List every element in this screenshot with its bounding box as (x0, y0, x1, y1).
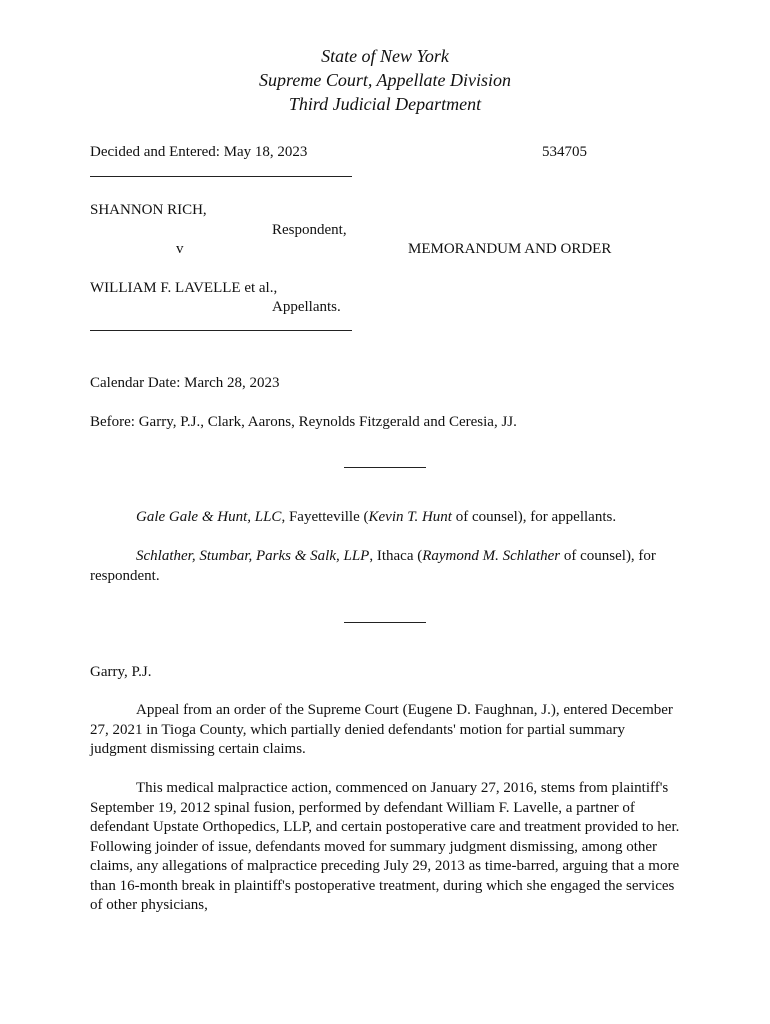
defendant-role: Appellants. (272, 299, 341, 315)
appellants-attorney: Kevin T. Hunt (368, 509, 452, 525)
appellants-firm: Gale Gale & Hunt, LLC (136, 509, 282, 525)
caption-bottom-rule (90, 330, 352, 331)
order-type: MEMORANDUM AND ORDER (408, 241, 612, 257)
court-state: State of New York (321, 46, 449, 66)
defendant-name: WILLIAM F. LAVELLE et al., (90, 280, 278, 296)
calendar-date: Calendar Date: March 28, 2023 (90, 375, 280, 391)
court-name: Supreme Court, Appellate Division (259, 70, 511, 90)
opinion-author: Garry, P.J. (90, 664, 152, 680)
section-divider-1 (344, 467, 426, 468)
respondent-counsel: Schlather, Stumbar, Parks & Salk, LLP, Ithaca (Raymond M. Schlather of counsel), for respondent. (90, 548, 656, 584)
opinion-paragraph: This medical malpractice action, commenced on January 27, 2016, stems from plaintiff's September 19, 2012 spinal fusion, performed by defendant William F. Lavelle, a partner of defendant Upstate Orthopedics, LLP, and certain postoperative care and treatment provided to her. Following joinder of issue, defendants moved for summary judgment dismissing, among other claims, any allegations of malpractice preceding July 29, 2013 as time-barred, arguing that a more than 16-month break in plaintiff's postoperative treatment, during which she engaged the services of other physicians, (90, 780, 680, 913)
caption-top-rule (90, 176, 352, 177)
panel-before: Before: Garry, P.J., Clark, Aarons, Reynolds Fitzgerald and Ceresia, JJ. (90, 414, 517, 430)
respondent-firm: Schlather, Stumbar, Parks & Salk, LLP (136, 548, 370, 564)
plaintiff-name: SHANNON RICH, (90, 202, 207, 218)
court-header (0, 44, 770, 116)
versus-label: v (176, 241, 184, 257)
respondent-attorney: Raymond M. Schlather (422, 548, 561, 564)
court-department: Third Judicial Department (288, 94, 482, 114)
opinion-paragraph: Appeal from an order of the Supreme Court (Eugene D. Faughnan, J.), entered December 27, 2021 in Tioga County, which partially denied defendants' motion for partial summary judgment dismissing certain claims. (90, 702, 673, 757)
docket-number: 534705 (542, 144, 587, 160)
decided-entered-date: Decided and Entered: May 18, 2023 (90, 144, 308, 160)
section-divider-2 (344, 622, 426, 623)
plaintiff-role: Respondent, (272, 222, 347, 238)
appellants-counsel: Gale Gale & Hunt, LLC, Fayetteville (Kevin T. Hunt of counsel), for appellants. (136, 509, 617, 525)
